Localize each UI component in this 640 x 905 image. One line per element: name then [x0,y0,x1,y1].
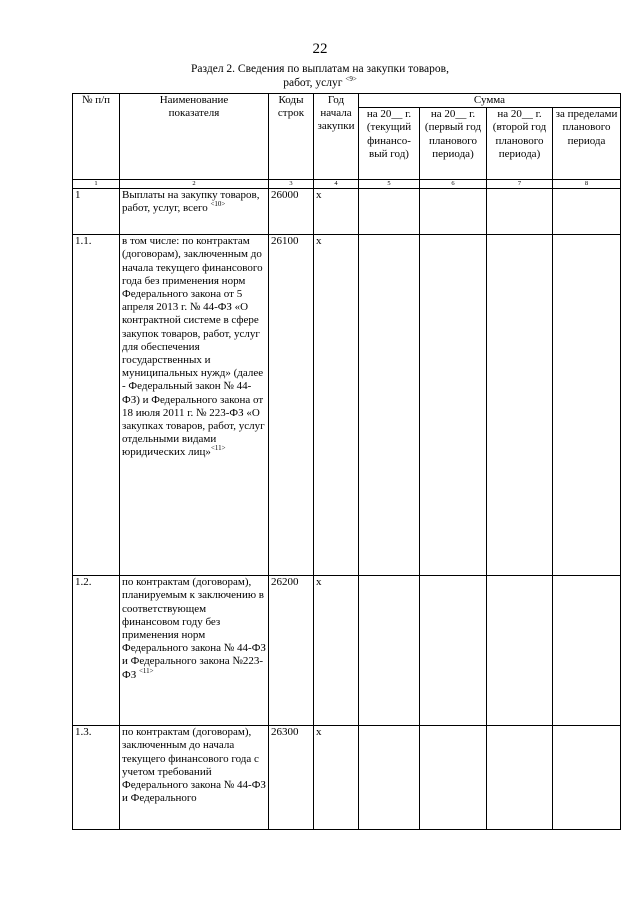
row-year: x [314,726,359,830]
header-num: № п/п [73,94,120,180]
section-title-line2: работ, услуг [283,77,343,89]
header-name: Наименование показателя [120,94,269,180]
section-title-footnote: <9> [345,75,357,83]
row-sum-first [420,726,487,830]
row-footnote: <11> [138,666,154,675]
row-name [120,576,269,726]
row-name-text: по контрактам (договорам), планируемым к заключению в соответствующем финансовом году без применения норм Федерального закона № 44-ФЗ и Федерального закона №223-ФЗ [122,576,266,681]
row-code: 26000 [269,189,314,235]
row-name-text: Выплаты на закупку товаров, работ, услуг, всего [122,189,260,215]
row-sum-second [487,235,553,576]
column-number: 7 [487,180,553,189]
row-sum-current [359,726,420,830]
column-number: 1 [73,180,120,189]
row-name [120,189,269,235]
table-row [73,235,621,576]
row-sum-second [487,726,553,830]
row-sum-current [359,235,420,576]
header-row-1 [73,94,621,108]
column-number: 3 [269,180,314,189]
row-footnote: <11> [210,444,226,453]
row-year: x [314,189,359,235]
row-sum-current [359,189,420,235]
header-sum-current: на 20__ г. (текущий финансо-вый год) [359,108,420,180]
row-name-text: по контрактам (договорам), заключенным до начала текущего финансового года с учетом требований Федерального закона № 44-ФЗ и Федерального [122,726,266,805]
row-year: x [314,576,359,726]
row-num: 1.1. [73,235,120,576]
row-code: 26100 [269,235,314,576]
row-sum-second [487,189,553,235]
table-row [73,189,621,235]
column-number: 4 [314,180,359,189]
row-sum-first [420,235,487,576]
header-sum-second: на 20__ г. (второй год планового периода) [487,108,553,180]
header-sum-first: на 20__ г. (первый год планового периода) [420,108,487,180]
row-sum-current [359,576,420,726]
table-row [73,576,621,726]
column-numbers-row [73,180,621,189]
header-code: Коды строк [269,94,314,180]
row-sum-beyond [553,726,621,830]
header-sum-beyond: за пределами планового периода [553,108,621,180]
column-number: 2 [120,180,269,189]
row-name [120,726,269,830]
row-sum-beyond [553,235,621,576]
section-title [160,62,480,90]
table-row [73,726,621,830]
header-sum: Сумма [359,94,621,108]
column-number: 8 [553,180,621,189]
payments-table [72,93,621,830]
row-footnote: <10> [210,200,226,209]
row-sum-first [420,576,487,726]
row-num: 1 [73,189,120,235]
column-number: 6 [420,180,487,189]
header-year: Год начала закупки [314,94,359,180]
section-title-line1: Раздел 2. Сведения по выплатам на закупки товаров, [191,63,449,75]
row-num: 1.2. [73,576,120,726]
row-name-text: в том числе: по контрактам (договорам), заключенным до начала текущего финансового года без применения норм Федерального закона от 5 апреля 2013 г. № 44-ФЗ «О контрактной системе в сфере закупок товаров, работ, услуг для обеспечения государственных и муниципальных нужд» (далее - Федеральный закон № 44-ФЗ) и Федерального закона от 18 июля 2011 г. № 223-ФЗ «О закупках товаров, работ, услуг отдельными видами юридических лиц» [122,235,265,459]
row-sum-beyond [553,189,621,235]
row-sum-beyond [553,576,621,726]
page-number: 22 [312,41,328,57]
row-sum-second [487,576,553,726]
row-year: x [314,235,359,576]
row-sum-first [420,189,487,235]
row-num: 1.3. [73,726,120,830]
row-code: 26200 [269,576,314,726]
row-code: 26300 [269,726,314,830]
column-number: 5 [359,180,420,189]
row-name [120,235,269,576]
